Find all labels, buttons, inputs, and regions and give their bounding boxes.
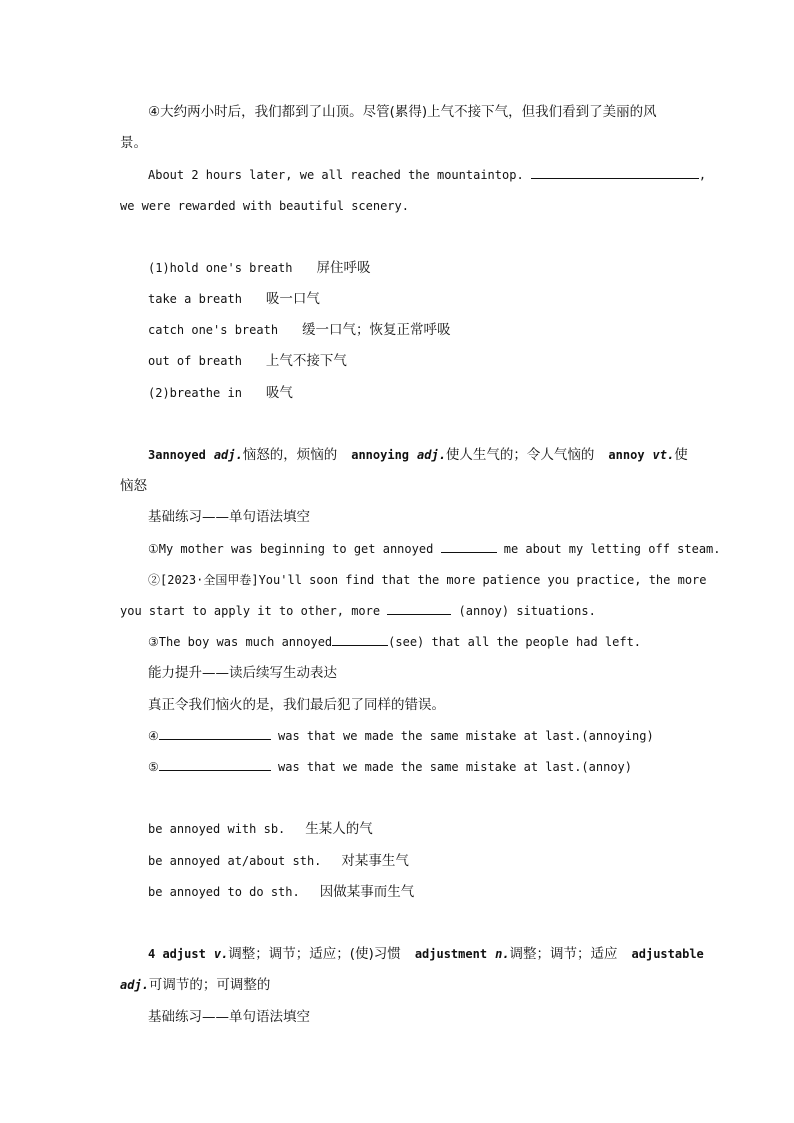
part-of-speech: v.: [213, 947, 229, 961]
phrase-en: take a breath: [148, 292, 242, 306]
part-of-speech: n.: [495, 947, 510, 961]
headword: annoy: [608, 448, 645, 462]
definition: 恼怒的，烦恼的: [242, 447, 338, 463]
exercise-text: (see) that all the people had left.: [388, 635, 642, 649]
phrase-row: [148, 820, 373, 838]
exercise-text: ③The boy was much annoyed: [148, 635, 333, 649]
phrase-zh: 缓一口气；恢复正常呼吸: [302, 322, 451, 338]
headword: adjustment: [414, 947, 488, 961]
headword: annoyed: [155, 448, 206, 462]
answer-blank[interactable]: [159, 727, 271, 740]
phrase-zh: 因做某事而生气: [319, 884, 415, 900]
q4-en-text-b: ,: [698, 168, 707, 182]
section-title-basic: 基础练习——单句语法填空: [148, 1009, 310, 1025]
phrase-en: be annoyed at/about sth.: [148, 854, 322, 868]
exercise-1: [148, 540, 721, 558]
section-title-basic: 基础练习——单句语法填空: [148, 509, 310, 525]
part-of-speech: adj.: [120, 978, 149, 992]
q4-en-text-a: About 2 hours later, we all reached the mountaintop.: [148, 168, 531, 182]
headword: adjustable: [631, 947, 704, 961]
definition: 可调节的；可调整的: [148, 977, 271, 993]
part-of-speech: vt.: [652, 448, 675, 462]
phrase-row: [148, 852, 409, 870]
exercise-text: was that we made the same mistake at last.(annoy): [270, 760, 632, 774]
q4-zh-line1: ④大约两小时后，我们都到了山顶。尽管(累得)上气不接下气，但我们看到了美丽的风: [148, 104, 657, 120]
phrase-zh: 吸一口气: [265, 291, 320, 307]
definition-continued: [120, 976, 270, 994]
answer-blank[interactable]: [387, 602, 451, 615]
entry-number: 4: [148, 947, 163, 961]
definition: 使人生气的；令人气恼的: [445, 447, 595, 463]
phrase-row: [148, 259, 371, 277]
phrase-row: [148, 883, 414, 901]
phrase-zh: 对某事生气: [341, 853, 409, 869]
part-of-speech: adj.: [417, 448, 446, 462]
headword: annoying: [351, 448, 410, 462]
section-title-advanced: 能力提升——读后续写生动表达: [148, 665, 337, 681]
exercise-3: [148, 633, 641, 651]
definition-continued: 恼怒: [120, 478, 147, 494]
phrase-en: be annoyed to do sth.: [148, 885, 300, 899]
answer-blank[interactable]: [531, 166, 699, 179]
phrase-zh: 生某人的气: [305, 821, 373, 837]
exercise-4: [148, 727, 654, 745]
phrase-en: be annoyed with sb.: [148, 822, 286, 836]
phrase-en: out of breath: [148, 354, 242, 368]
answer-blank[interactable]: [441, 540, 497, 553]
headword: adjust: [162, 947, 206, 961]
q4-en-line2: we were rewarded with beautiful scenery.: [120, 199, 409, 213]
definition: 调整；调节；适应；(使)习惯: [228, 946, 401, 962]
vocab-entry-adjust: [148, 945, 704, 963]
exercise-text: you start to apply it to other, more: [120, 604, 388, 618]
phrase-zh: 屏住呼吸: [316, 260, 371, 276]
phrase-row: [148, 352, 347, 370]
definition: 使: [674, 447, 688, 463]
phrase-row: [148, 290, 320, 308]
phrase-en: (2)breathe in: [148, 386, 242, 400]
vocab-entry-annoyed: [148, 446, 688, 464]
exercise-2-line2: [120, 602, 596, 620]
phrase-en: (1)hold one's breath: [148, 261, 293, 275]
exercise-text: me about my letting off steam.: [496, 542, 721, 556]
q4-zh-line2: 景。: [120, 135, 147, 151]
q4-en-line1: [148, 166, 706, 184]
exercise-text: ⑤: [148, 760, 159, 774]
exercise-text: was that we made the same mistake at last.(annoying): [270, 729, 654, 743]
phrase-en: catch one's breath: [148, 323, 279, 337]
phrase-zh: 吸气: [265, 385, 293, 401]
phrase-row: [148, 384, 293, 402]
answer-blank[interactable]: [159, 758, 271, 771]
entry-number: 3: [148, 448, 156, 462]
phrase-row: [148, 321, 451, 339]
exercise-text: ④: [148, 729, 159, 743]
definition: 调整；调节；适应: [509, 946, 618, 962]
phrase-zh: 上气不接下气: [265, 353, 347, 369]
exercise-2-line1: ②[2023·全国甲卷]You'll soon find that the more patience you practice, the more: [148, 573, 707, 587]
exercise-text: ①My mother was beginning to get annoyed: [148, 542, 441, 556]
translation-prompt: 真正令我们恼火的是，我们最后犯了同样的错误。: [148, 697, 445, 713]
exercise-text: (annoy) situations.: [451, 604, 596, 618]
exercise-5: [148, 758, 632, 776]
part-of-speech: adj.: [213, 448, 243, 462]
answer-blank[interactable]: [332, 633, 388, 646]
